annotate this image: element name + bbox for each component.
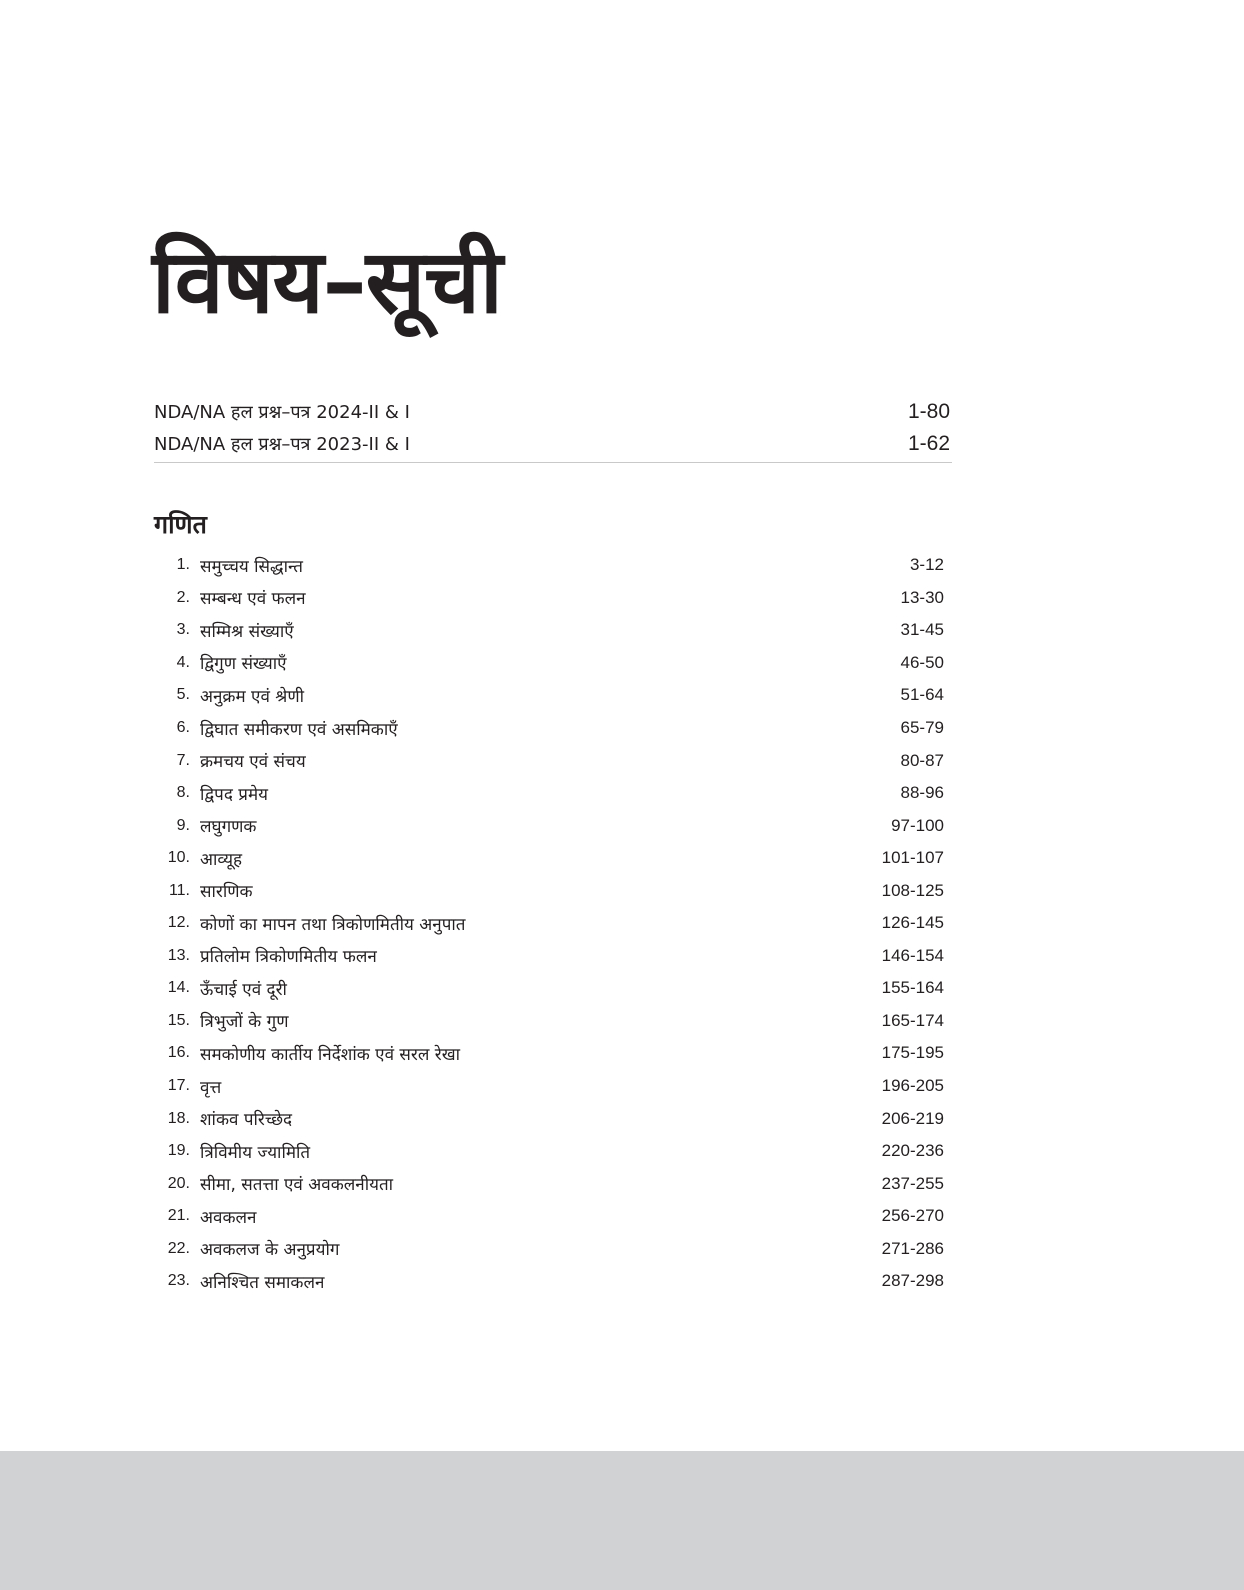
footer-band [0,1451,1244,1590]
chapter-pages: 31-45 [900,620,944,640]
chapter-item[interactable] [154,809,944,842]
solved-paper-label: NDA/NA हल प्रश्न–पत्र 2024-II & I [154,402,410,423]
chapter-item[interactable] [154,1037,944,1070]
page-title: विषय–सूची [152,230,502,333]
chapter-pages: 13-30 [900,587,944,607]
chapter-title: द्विगुण संख्याएँ [200,654,287,675]
chapter-pages: 196-205 [881,1076,944,1096]
chapter-number: 7. [176,751,190,769]
chapter-pages: 155-164 [881,978,944,998]
chapter-number: 23. [167,1272,190,1290]
chapter-list [154,549,944,1298]
chapter-pages: 271-286 [881,1238,944,1258]
chapter-title: त्रिभुजों के गुण [200,1012,289,1033]
chapter-pages: 256-270 [881,1206,944,1226]
chapter-item[interactable] [154,1005,944,1038]
chapter-number: 16. [167,1044,190,1062]
chapter-item[interactable] [154,679,944,712]
chapter-number: 13. [167,946,190,964]
chapter-title: सम्मिश्र संख्याएँ [200,621,294,642]
chapter-pages: 97-100 [891,815,944,835]
chapter-number: 3. [176,621,190,639]
chapter-title: त्रिविमीय ज्यामिति [200,1142,311,1163]
chapter-pages: 287-298 [881,1271,944,1291]
chapter-number: 8. [176,784,190,802]
chapter-item[interactable] [154,647,944,680]
chapter-number: 6. [176,719,190,736]
chapter-title: सारणिक [200,882,253,903]
chapter-pages: 80-87 [900,750,944,770]
chapter-pages: 101-107 [881,848,944,868]
chapter-number: 4. [176,653,190,671]
chapter-pages: 146-154 [881,945,944,965]
chapter-pages: 88-96 [900,783,944,803]
chapter-pages: 65-79 [900,718,944,737]
chapter-pages: 220-236 [881,1141,944,1161]
chapter-item[interactable] [154,842,944,875]
chapter-title: शांकव परिच्छेद [200,1110,293,1131]
chapter-title: अनुक्रम एवं श्रेणी [200,686,305,707]
chapter-number: 14. [167,979,190,997]
chapter-item[interactable] [154,1232,944,1265]
chapter-number: 1. [176,556,190,574]
chapter-item[interactable] [154,972,944,1005]
chapter-pages: 51-64 [900,685,944,705]
chapter-item[interactable] [154,1265,944,1298]
chapter-title: कोणों का मापन तथा त्रिकोणमितीय अनुपात [200,914,466,935]
chapter-title: अवकलन [200,1207,257,1228]
chapter-title: समकोणीय कार्तीय निर्देशांक एवं सरल रेखा [200,1044,461,1065]
solved-paper-row[interactable] [154,396,950,428]
chapter-item[interactable] [154,907,944,940]
chapter-title: द्विपद प्रमेय [200,784,268,805]
chapter-title: वृत्त [200,1077,222,1098]
chapter-pages: 237-255 [881,1173,944,1193]
solved-paper-pages: 1-62 [907,432,950,455]
chapter-number: 9. [176,816,190,834]
chapter-number: 22. [167,1239,190,1257]
chapter-item[interactable] [154,874,944,907]
solved-paper-label: NDA/NA हल प्रश्न–पत्र 2023-II & I [154,434,410,455]
chapter-number: 17. [167,1077,190,1095]
chapter-pages: 46-50 [900,652,944,672]
chapter-number: 19. [167,1142,190,1160]
chapter-title: अवकलज के अनुप्रयोग [200,1240,340,1261]
chapter-item[interactable] [154,1070,944,1103]
solved-papers-list [154,396,950,460]
chapter-title: अनिश्चित समाकलन [200,1272,325,1293]
chapter-number: 12. [167,914,190,932]
chapter-item[interactable] [154,744,944,777]
chapter-title: सीमा, सतत्ता एवं अवकलनीयता [200,1175,394,1196]
chapter-number: 5. [176,686,190,704]
chapter-pages: 3-12 [909,555,944,575]
chapter-number: 11. [168,881,190,899]
chapter-number: 21. [167,1207,190,1225]
chapter-title: सम्बन्ध एवं फलन [200,589,306,610]
chapter-item[interactable] [154,777,944,810]
chapter-number: 18. [167,1109,190,1127]
solved-paper-pages: 1-80 [907,400,950,423]
chapter-item[interactable] [154,549,944,582]
chapter-number: 15. [167,1011,190,1029]
chapter-item[interactable] [154,940,944,973]
chapter-title: आव्यूह [200,849,243,870]
chapter-pages: 108-125 [881,880,944,900]
chapter-item[interactable] [154,614,944,647]
chapter-pages: 126-145 [881,913,944,933]
chapter-title: क्रमचय एवं संचय [200,752,306,773]
chapter-number: 2. [176,588,190,606]
section-divider [154,462,952,463]
chapter-number: 20. [167,1174,190,1192]
chapter-item[interactable] [154,1102,944,1135]
chapter-pages: 175-195 [881,1043,944,1063]
chapter-pages: 206-219 [881,1108,944,1128]
section-heading: गणित [154,510,207,539]
chapter-item[interactable] [154,582,944,615]
solved-paper-row[interactable] [154,428,950,460]
chapter-title: ऊँचाई एवं दूरी [200,979,287,1000]
chapter-item[interactable] [154,712,944,745]
chapter-pages: 165-174 [881,1010,944,1030]
chapter-title: द्विघात समीकरण एवं असमिकाएँ [200,719,398,740]
chapter-item[interactable] [154,1200,944,1233]
chapter-title: समुच्चय सिद्धान्त [200,556,303,577]
chapter-number: 10. [167,849,190,867]
chapter-item[interactable] [154,1167,944,1200]
chapter-title: प्रतिलोम त्रिकोणमितीय फलन [200,947,377,968]
chapter-item[interactable] [154,1135,944,1168]
chapter-title: लघुगणक [200,817,257,838]
